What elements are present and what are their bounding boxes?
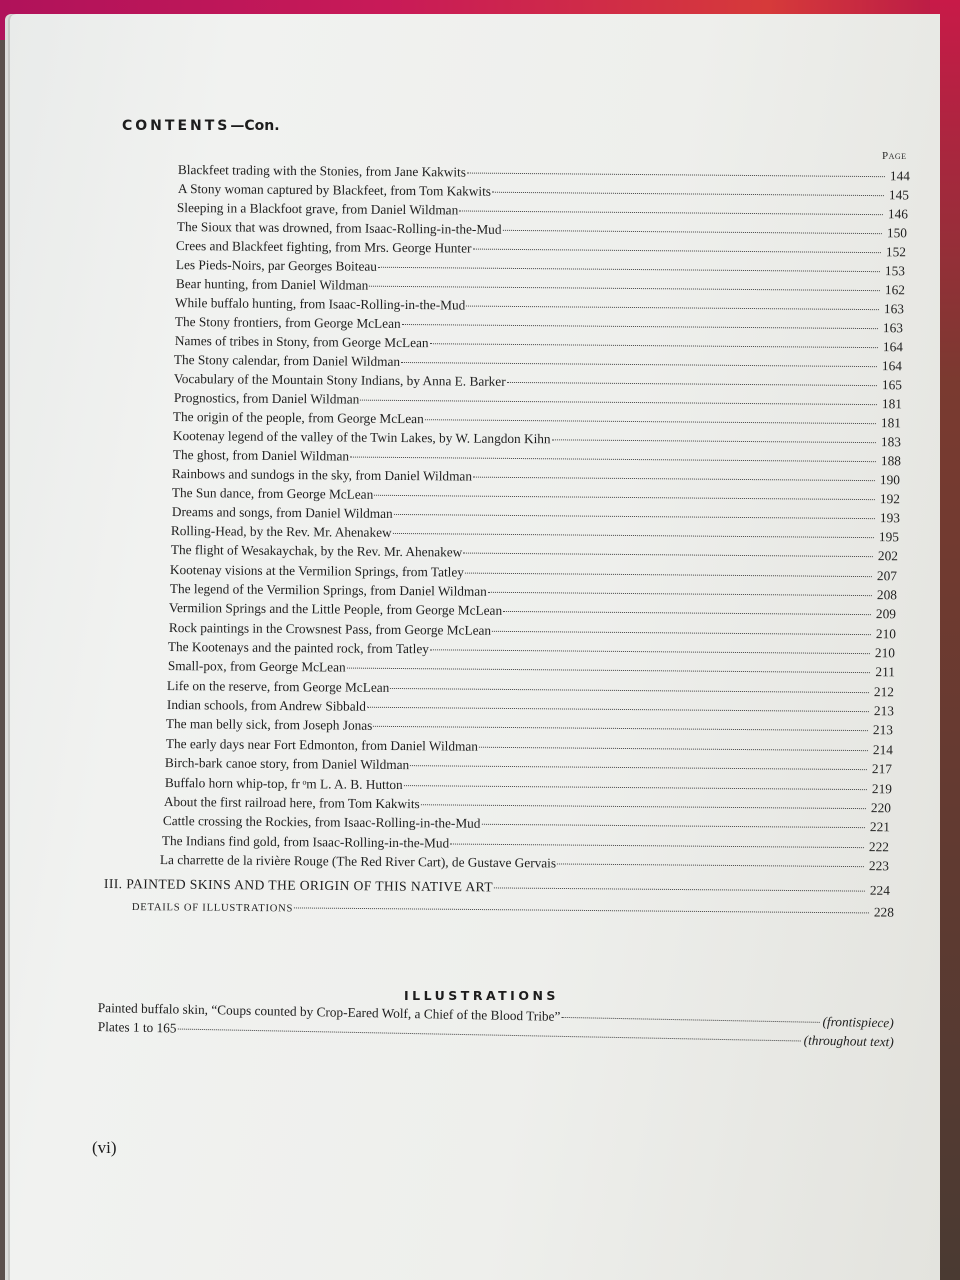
entry-page: 195: [878, 529, 899, 545]
entry-title: The man belly sick, from Joseph Jonas: [165, 716, 373, 733]
leader-dots: [294, 907, 869, 913]
entry-page: 212: [873, 684, 894, 700]
entry-page: 193: [879, 510, 900, 526]
entry-title: The origin of the people, from George McLean: [172, 409, 424, 427]
entry-page: 192: [879, 491, 900, 507]
entry-title: Buffalo horn whip-top, fr ᵒm L. A. B. Hutton: [164, 775, 403, 793]
leader-dots: [503, 611, 871, 615]
leader-dots: [507, 382, 877, 386]
leader-dots: [421, 804, 866, 809]
entry-title: The ghost, from Daniel Wildman: [172, 447, 350, 464]
entry-title: Dreams and songs, from Daniel Wildman: [171, 504, 393, 521]
entry-page: 145: [888, 187, 909, 203]
leader-dots: [488, 592, 872, 596]
leader-dots: [410, 765, 867, 770]
entry-title: The Indians find gold, from Isaac-Rolling-in-the-Mud: [161, 833, 450, 851]
entry-title: The legend of the Vermilion Springs, from Daniel Wildman: [169, 581, 487, 599]
entry-page: 223: [868, 858, 889, 874]
leader-dots: [430, 343, 878, 348]
entry-title: About the first railroad here, from Tom Kakwits: [163, 794, 420, 812]
entry-page: 210: [874, 645, 895, 661]
leader-dots: [373, 726, 868, 731]
leader-dots: [561, 1017, 819, 1023]
entry-title: Rainbows and sundogs in the sky, from Daniel Wildman: [171, 466, 473, 484]
entry-title: The Stony frontiers, from George McLean: [174, 314, 401, 331]
entry-title: The Stony calendar, from Daniel Wildman: [173, 352, 401, 369]
entry-title: While buffalo hunting, from Isaac-Rolling-in-the-Mud: [174, 295, 466, 313]
entry-title: La charrette de la rivière Rouge (The Red River Cart), de Gustave Gervais: [159, 852, 557, 871]
entry-title: Crees and Blackfeet fighting, from Mrs. George Hunter: [175, 238, 472, 256]
toc-entry: [160, 852, 889, 874]
leader-dots: [378, 267, 880, 272]
leader-dots: [374, 495, 875, 500]
leader-dots: [402, 324, 878, 329]
toc-section-entry: [104, 876, 890, 899]
toc-entry: [168, 658, 895, 680]
entry-title: The Sun dance, from George McLean: [171, 485, 374, 502]
page-column-label: Page: [882, 150, 907, 162]
entry-page: 214: [872, 742, 893, 758]
entry-page: 153: [884, 263, 905, 279]
leader-dots: [492, 192, 884, 196]
entry-page: 165: [881, 377, 902, 393]
leader-dots: [369, 286, 880, 291]
entry-page: 208: [876, 587, 897, 603]
leader-dots: [367, 707, 869, 712]
toc-entry: [165, 755, 892, 777]
leader-dots: [425, 419, 876, 424]
entry-title: Les Pieds-Noirs, par Georges Boiteau: [175, 257, 378, 274]
page-folio: (vi): [92, 1138, 117, 1157]
entry-title: Rolling-Head, by the Rev. Mr. Ahenakew: [170, 523, 392, 540]
entry-page: 219: [871, 781, 892, 797]
illustration-location: (throughout text): [803, 1032, 894, 1050]
leader-dots: [390, 688, 869, 693]
toc-entry: [171, 542, 898, 564]
entry-title: Life on the reserve, from George McLean: [166, 678, 390, 695]
entry-title: Vermilion Springs and the Little People, from George McLean: [168, 600, 503, 618]
entry-title: Rock paintings in the Crowsnest Pass, from George McLean: [168, 620, 492, 638]
leader-dots: [404, 785, 867, 790]
entry-page: 202: [877, 548, 898, 564]
entry-title: The Kootenays and the painted rock, from Tatley: [167, 639, 429, 657]
entry-title: Bear hunting, from Daniel Wildman: [175, 276, 369, 293]
entry-title: Indian schools, from Andrew Sibbald: [166, 697, 367, 714]
entry-page: 162: [884, 282, 905, 298]
leader-dots: [503, 230, 882, 234]
entry-page: 207: [876, 568, 897, 584]
entry-page: 211: [875, 664, 895, 680]
entry-title: Prognostics, from Daniel Wildman: [173, 390, 360, 407]
toc-entry: [163, 813, 890, 835]
illustration-title: Painted buffalo skin, “Coups counted by Crop-Eared Wolf, a Chief of the Blood Tribe”: [97, 1000, 561, 1024]
leader-dots: [473, 477, 875, 482]
entry-page: 190: [879, 472, 900, 488]
leader-dots: [360, 400, 877, 406]
entry-page: 213: [873, 703, 894, 719]
entry-title: A Stony woman captured by Blackfeet, from Tom Kakwits: [177, 181, 492, 199]
entry-page: 188: [880, 453, 901, 469]
leader-dots: [463, 553, 873, 558]
entry-title: Kootenay legend of the valley of the Twin Lakes, by W. Langdon Kihn: [172, 428, 551, 447]
entry-page: 146: [887, 206, 908, 222]
entry-title: Cattle crossing the Rockies, from Isaac-Rolling-in-the-Mud: [162, 813, 481, 831]
entry-page: 150: [886, 225, 907, 241]
contents-title: CONTENTS: [122, 118, 231, 134]
illustration-title: Plates 1 to 165: [97, 1019, 177, 1036]
leader-dots: [450, 844, 864, 849]
toc-entry-details: [132, 898, 894, 923]
entry-title: Sleeping in a Blackfoot grave, from Daniel Wildman: [176, 200, 459, 218]
entry-title: The early days near Fort Edmonton, from Daniel Wildman: [165, 736, 478, 754]
entry-title: Blackfeet trading with the Stonies, from Jane Kakwits: [177, 162, 467, 180]
leader-dots: [492, 631, 871, 635]
entry-page: 222: [868, 839, 889, 855]
entry-page: 163: [882, 320, 903, 336]
entry-page: 224: [869, 882, 890, 898]
toc-entry: [166, 716, 893, 738]
entry-page: 217: [871, 761, 892, 777]
entry-page: 181: [881, 396, 902, 412]
leader-dots: [401, 362, 877, 367]
entry-page: 183: [880, 434, 901, 450]
leader-dots: [465, 573, 872, 578]
entry-title: DETAILS OF ILLUSTRATIONS: [131, 901, 294, 915]
entry-page: 221: [869, 819, 890, 835]
entry-page: 144: [889, 168, 910, 184]
section-title: III. PAINTED SKINS AND THE ORIGIN OF THIS NATIVE ART: [103, 876, 494, 895]
entry-page: 163: [883, 301, 904, 317]
leader-dots: [350, 457, 876, 463]
entry-page: 181: [880, 415, 901, 431]
leader-dots: [466, 306, 879, 311]
toc-entry: [169, 600, 896, 622]
entry-page: 164: [882, 339, 903, 355]
contents-suffix: —Con.: [230, 118, 280, 134]
entry-title: The flight of Wesakaychak, by the Rev. Mr. Ahenakew: [170, 542, 463, 560]
entry-page: 228: [873, 904, 894, 920]
leader-dots: [347, 668, 870, 674]
leader-dots: [557, 863, 864, 867]
entry-page: 152: [885, 244, 906, 260]
illustration-location: (frontispiece): [822, 1013, 894, 1031]
entry-page: 213: [872, 722, 893, 738]
leader-dots: [472, 249, 880, 254]
leader-dots: [459, 210, 883, 215]
entry-page: 209: [875, 606, 896, 622]
entry-title: Names of tribes in Stony, from George McLean: [174, 333, 429, 351]
leader-dots: [467, 173, 885, 178]
entry-page: 164: [881, 358, 902, 374]
entry-page: 220: [870, 800, 891, 816]
leader-dots: [479, 747, 868, 751]
leader-dots: [394, 514, 875, 519]
leader-dots: [430, 649, 870, 654]
entry-title: The Sioux that was drowned, from Isaac-Rolling-in-the-Mud: [176, 219, 502, 237]
entry-title: Vocabulary of the Mountain Stony Indians, by Anna E. Barker: [173, 371, 506, 389]
entry-title: Small-pox, from George McLean: [167, 658, 346, 675]
illustrations-heading: ILLUSTRATIONS: [404, 988, 559, 1003]
leader-dots: [481, 824, 864, 828]
leader-dots: [552, 439, 876, 443]
leader-dots: [393, 533, 874, 538]
leader-dots: [494, 887, 865, 891]
entry-title: Kootenay visions at the Vermilion Springs, from Tatley: [169, 562, 465, 580]
entry-title: Birch-bark canoe story, from Daniel Wildman: [164, 755, 410, 773]
entry-page: 210: [875, 626, 896, 642]
